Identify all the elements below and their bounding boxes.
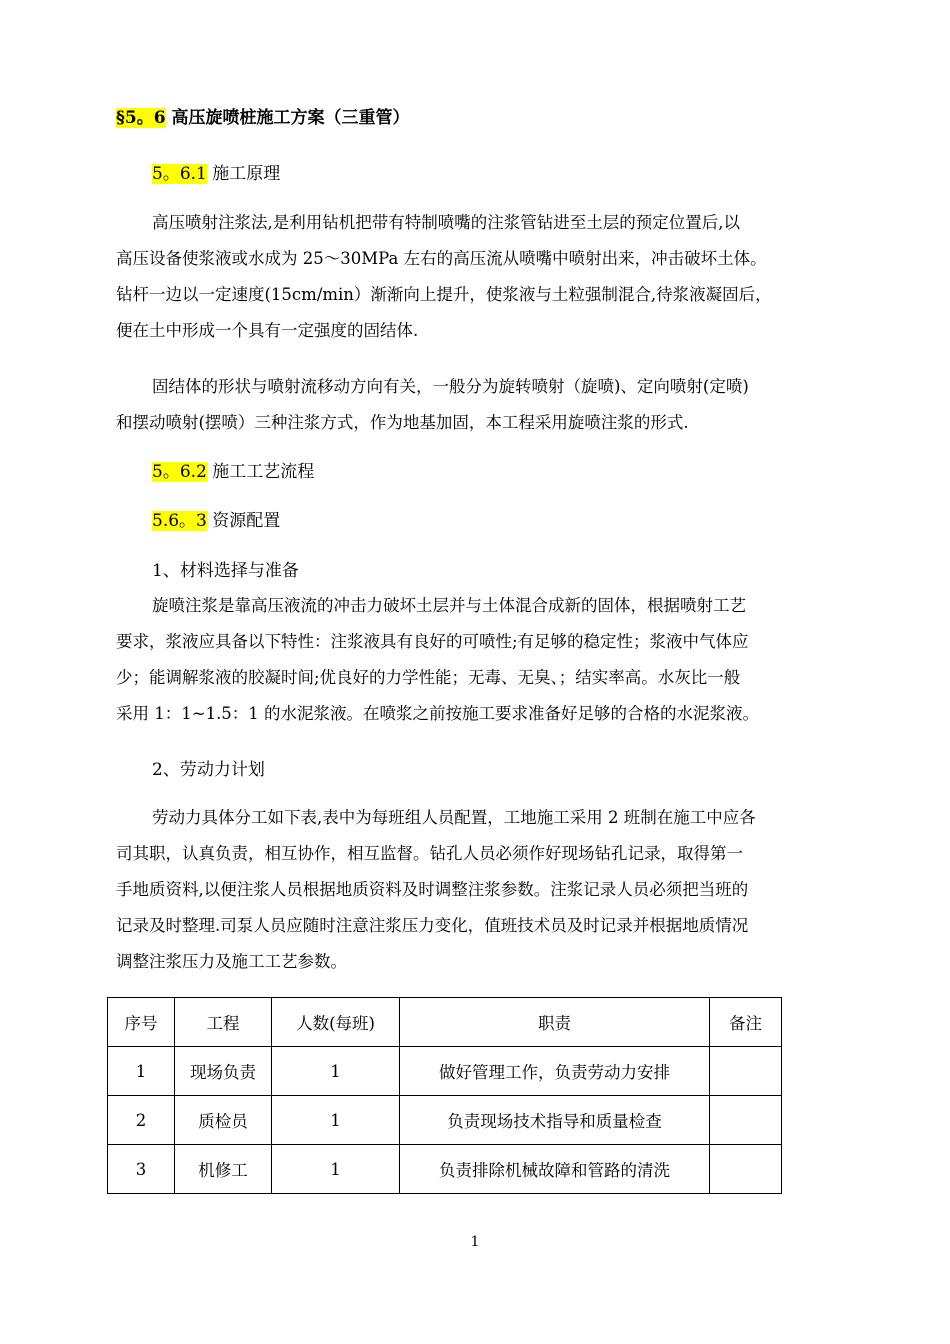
- table-cell: 现场负责: [175, 1047, 272, 1096]
- table-cell: 做好管理工作，负责劳动力安排: [400, 1047, 710, 1096]
- item-heading-materials: 1、材料选择与准备: [152, 561, 299, 581]
- subsection-number: 5。6.1: [152, 164, 207, 184]
- table-cell: 1: [108, 1047, 175, 1096]
- table-cell: 质检员: [175, 1096, 272, 1145]
- table-cell: 负责现场技术指导和质量检查: [400, 1096, 710, 1145]
- text-line: 便在土中形成一个具有一定强度的固结体.: [116, 321, 419, 340]
- table-cell: 负责排除机械故障和管路的清洗: [400, 1145, 710, 1194]
- text-line: 旋喷注浆是靠高压液流的冲击力破坏土层并与土体混合成新的固体，根据喷射工艺: [152, 596, 746, 615]
- table-row: [108, 1047, 782, 1096]
- text-line: 高压设备使浆液或水成为 25～30MPa 左右的高压流从喷嘴中喷射出来，冲击破坏土体。: [116, 249, 767, 268]
- subsection-title: 资源配置: [212, 511, 281, 531]
- text-line: 调整注浆压力及施工工艺参数。: [116, 952, 347, 971]
- text-line: 钻杆一边以一定速度(15cm/min）渐渐向上提升，使浆液与土粒强制混合,待浆液凝固后，: [116, 285, 772, 304]
- header-cell: 职责: [400, 998, 710, 1047]
- header-cell: 工程: [175, 998, 272, 1047]
- table-cell: [710, 1047, 782, 1096]
- text-line: 劳动力具体分工如下表,表中为每班组人员配置，工地施工采用 2 班制在施工中应各: [152, 808, 756, 827]
- text-line: 司其职，认真负责，相互协作，相互监督。钻孔人员必须作好现场钻孔记录，取得第一: [116, 844, 743, 863]
- section-number: §5。6: [116, 108, 166, 128]
- table-cell: 1: [272, 1096, 400, 1145]
- paragraph-principle: [116, 205, 848, 349]
- header-cell: 人数(每班): [272, 998, 400, 1047]
- text-line: 要求，浆液应具备以下特性：注浆液具有良好的可喷性;有足够的稳定性；浆液中气体应: [116, 632, 749, 651]
- subsection-title: 施工工艺流程: [212, 462, 315, 482]
- labor-table: [107, 997, 782, 1194]
- text-line: 高压喷射注浆法,是利用钻机把带有特制喷嘴的注浆管钻进至土层的预定位置后,以: [152, 213, 740, 232]
- table-row: [108, 1145, 782, 1194]
- table-cell: 机修工: [175, 1145, 272, 1194]
- header-cell: 序号: [108, 998, 175, 1047]
- text-line: 少；能调解浆液的胶凝时间;优良好的力学性能；无毒、无臭、；结实率高。水灰比一般: [116, 668, 741, 687]
- subsection-heading-562: [152, 461, 314, 483]
- text-line: 和摆动喷射(摆喷）三种注浆方式，作为地基加固，本工程采用旋喷注浆的形式.: [116, 413, 689, 432]
- subsection-heading-563: [152, 510, 280, 532]
- table-cell: 1: [272, 1047, 400, 1096]
- item-heading-labor: 2、劳动力计划: [152, 760, 265, 780]
- paragraph-materials: [116, 588, 848, 732]
- section-title: 高压旋喷桩施工方案（三重管）: [171, 108, 410, 128]
- table-cell: 3: [108, 1145, 175, 1194]
- subsection-title: 施工原理: [212, 164, 281, 184]
- table-cell: [710, 1096, 782, 1145]
- text-line: 采用 1：1~1.5：1 的水泥浆液。在喷浆之前按施工要求准备好足够的合格的水泥浆液。: [116, 704, 760, 723]
- paragraph-labor: [116, 800, 848, 980]
- subsection-number: 5.6。3: [152, 511, 207, 531]
- table-header-row: [108, 998, 782, 1047]
- page-number: 1: [470, 1234, 480, 1250]
- table-cell: 1: [272, 1145, 400, 1194]
- header-cell: 备注: [710, 998, 782, 1047]
- table-cell: 2: [108, 1096, 175, 1145]
- text-line: 手地质资料,以便注浆人员根据地质资料及时调整注浆参数。注浆记录人员必须把当班的: [116, 880, 749, 899]
- subsection-number: 5。6.2: [152, 462, 207, 482]
- text-line: 记录及时整理.司泵人员应随时注意注浆压力变化，值班技术员及时记录并根据地质情况: [116, 916, 749, 935]
- section-heading: [116, 107, 409, 129]
- table-cell: [710, 1145, 782, 1194]
- paragraph-shapes: [116, 369, 848, 441]
- subsection-heading-561: [152, 163, 280, 185]
- table-row: [108, 1096, 782, 1145]
- text-line: 固结体的形状与喷射流移动方向有关，一般分为旋转喷射（旋喷)、定向喷射(定喷): [152, 377, 749, 396]
